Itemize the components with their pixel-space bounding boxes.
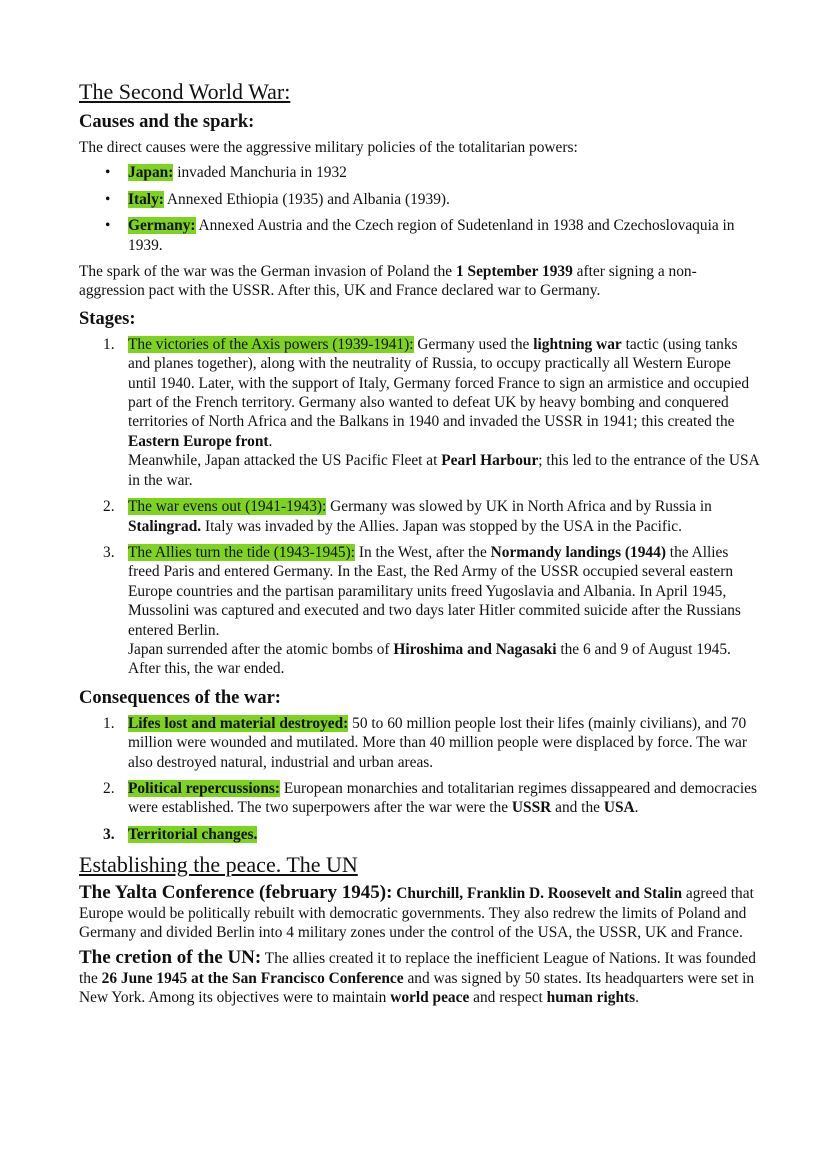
bold-text: Stalingrad. xyxy=(128,517,202,535)
bold-text: world peace xyxy=(390,989,470,1007)
text-run: Italy was invaded by the Allies. Japan was stopped by the USA in the Pacific. xyxy=(201,517,682,535)
text-run: . xyxy=(268,432,273,450)
bold-text: Hiroshima and Nagasaki xyxy=(393,640,557,658)
highlighted-term: The Allies turn the tide (1943-1945): xyxy=(128,543,355,561)
spark-paragraph xyxy=(79,262,759,301)
list-item xyxy=(79,714,759,772)
highlighted-term: Italy: xyxy=(128,190,164,208)
list-item xyxy=(79,335,759,490)
highlighted-term: Germany: xyxy=(128,217,196,235)
bold-text: The Yalta Conference (february 1945): xyxy=(79,882,393,904)
text-run: invaded Manchuria in 1932 xyxy=(173,164,347,182)
bold-text: USA xyxy=(603,799,635,817)
section-heading-causes: Causes and the spark: xyxy=(79,112,255,132)
list-item xyxy=(79,163,759,182)
text-run: Annexed Austria and the Czech region of Sudetenland in 1938 and Czechoslovaquia in 1939. xyxy=(128,217,735,254)
list-item xyxy=(79,190,759,209)
bold-text: lightning war xyxy=(533,335,622,353)
bold-text: USSR xyxy=(511,799,552,817)
highlighted-term: The victories of the Axis powers (1939-1941): xyxy=(128,335,414,353)
document-page xyxy=(79,78,759,1014)
list-number: 3. xyxy=(103,543,115,561)
list-number: 2. xyxy=(103,779,115,797)
text-run: and the xyxy=(551,799,604,817)
text-run: after signing a non-aggression pact with the USSR. After this, UK and France declared war to Germany. xyxy=(79,263,697,300)
text-run: . xyxy=(635,989,640,1007)
bullet-icon: • xyxy=(105,217,111,235)
text-run: Annexed Ethiopia (1935) and Albania (1939). xyxy=(163,190,450,208)
list-item xyxy=(79,216,759,255)
stages-list xyxy=(79,335,759,679)
text-run: ; this led to the entrance of the USA in the war. xyxy=(128,452,759,489)
section-title-peace: Establishing the peace. The UN xyxy=(79,852,358,878)
causes-intro: The direct causes were the aggressive military policies of the totalitarian powers: xyxy=(79,139,578,156)
bold-text: 26 June 1945 at the San Francisco Conference xyxy=(101,969,404,987)
highlighted-term: Japan: xyxy=(128,164,174,182)
page-title: The Second World War: xyxy=(79,79,291,104)
list-number: 1. xyxy=(103,714,115,732)
text-run: the 6 and 9 of August 1945. After this, the war ended. xyxy=(128,640,731,678)
text-run: Meanwhile, Japan attacked the US Pacific Fleet at xyxy=(128,452,442,470)
highlighted-term: Political repercussions: xyxy=(128,779,281,797)
list-item xyxy=(79,543,759,679)
bold-text: Churchill, Franklin D. Roosevelt and Stalin xyxy=(392,885,683,903)
bold-text: Eastern Europe front xyxy=(128,432,269,450)
highlighted-term: Lifes lost and material destroyed: xyxy=(128,714,349,732)
list-number: 3. xyxy=(103,825,115,843)
list-item xyxy=(79,497,759,536)
list-item xyxy=(79,779,759,818)
bullet-icon: • xyxy=(105,164,111,182)
text-run: and respect xyxy=(469,989,547,1007)
highlighted-term: Territorial changes. xyxy=(128,825,258,843)
text-run: Germany used the xyxy=(413,335,534,353)
text-run: Germany was slowed by UK in North Africa and by Russia in xyxy=(326,498,712,516)
bold-text: The cretion of the UN: xyxy=(79,947,262,969)
bold-text: Pearl Harbour xyxy=(441,452,539,470)
list-item xyxy=(79,825,759,844)
yalta-paragraph xyxy=(79,883,759,942)
highlighted-term: The war evens out (1941-1943): xyxy=(128,498,327,516)
text-run: 50 to 60 million people lost their lifes (mainly civilians), and 70 million were wounded and mutilated. More than 40 million people were displaced by force. The war also destroyed natural, industrial and urban areas. xyxy=(128,714,748,771)
text-run: tactic (using tanks and planes together), along with the neutrality of Russia, to occupy practically all Western Europe until 1940. Later, with the support of Italy, Germany forced France to sign an armistice and occupied part of the French territory. Germany also wanted to defeat UK by heavy bombing and conquered territories of North Africa and the Balkans in 1940 and invaded the USSR in 1941; this created the xyxy=(128,335,750,431)
text-run: . xyxy=(634,799,639,817)
text-run: In the West, after the xyxy=(354,543,491,561)
causes-list xyxy=(79,163,759,255)
bold-text: Normandy landings (1944) xyxy=(490,543,666,561)
section-heading-consequences: Consequences of the war: xyxy=(79,687,281,708)
section-heading-stages: Stages: xyxy=(79,308,136,329)
text-run: and was signed by 50 states. Its headquarters were set in New York. Among its objectives were to maintain xyxy=(79,969,755,1007)
text-run: agreed that Europe would be politically rebuilt with democratic governments. They also redrew the limits of Poland and Germany and divided Berlin into 4 military zones under the control of the USA, the USSR, UK and France. xyxy=(79,885,754,941)
text-run: The spark of the war was the German invasion of Poland the xyxy=(79,263,456,281)
bold-text: 1 September 1939 xyxy=(455,263,573,281)
un-paragraph xyxy=(79,948,759,1007)
bold-text: human rights xyxy=(546,989,636,1007)
text-run: The allies created it to replace the inefficient League of Nations. It was founded the xyxy=(79,950,756,987)
text-run: Japan surrended after the atomic bombs of xyxy=(128,640,394,658)
list-number: 2. xyxy=(103,498,115,516)
consequences-list xyxy=(79,714,759,844)
bullet-icon: • xyxy=(105,190,111,208)
text-run: the Allies freed Paris and entered Germany. In the East, the Red Army of the USSR occupied several eastern Europe countries and the partisan paramilitary units freed Yugoslavia and Albania. In April 1945, Mussolini was captured and executed and two days later Hitler commited suicide after the Russians entered Berlin. xyxy=(128,543,741,639)
text-run: European monarchies and totalitarian regimes dissappeared and democracies were established. The two superpowers after the war were the xyxy=(128,779,757,817)
list-number: 1. xyxy=(103,335,115,353)
